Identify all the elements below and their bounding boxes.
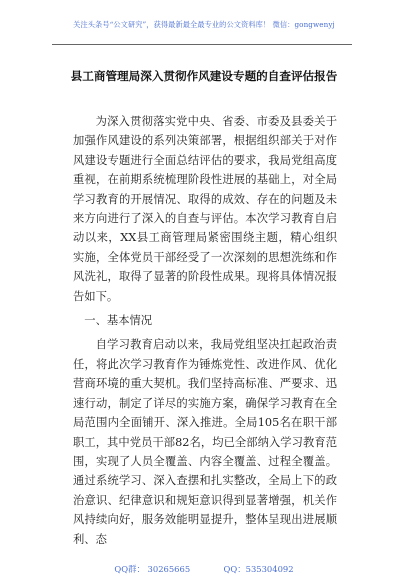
intro-paragraph: 为深入贯彻落实党中央、省委、市委及县委关于加强作风建设的系列决策部署，根据组织部关于对作风建设专题进行全面总结评估的要求，我局党组高度重视，在前期系统梳理阶段性进展的基础上，对全局学习教育的开展情况、取得的成效、存在的问题及未来方向进行了深入的自查与评估。本次学习教育自启动以来，XX县工商管理局紧密围绕主题，精心组织实施，全体党员干部经受了一次深刻的思想洗练和作风洗礼，取得了显著的阶段性成果。现将具体情况报告如下。 (73, 115, 337, 303)
header-divider (52, 44, 352, 45)
header-banner: 关注头条号“公文研究”，获得最新最全最专业的公文资料库！ 微信：gongwenyj (73, 20, 335, 29)
document-body (73, 112, 337, 549)
footer-qq: QQ：535304092 (223, 564, 294, 574)
footer-contact (0, 563, 408, 575)
footer-qq-group: QQ群： 30265665 (114, 564, 191, 574)
section-paragraph: 自学习教育启动以来，我局党组坚决扛起政治责任，将此次学习教育作为锤炼党性、改进作风、优化营商环境的重大契机。我们坚持高标准、严要求、迅速行动，制定了详尽的实施方案，确保学习教育在全局范围内全面铺开、深入推进。全局105名在职干部职工，其中党员干部82名，均已全部纳入学习教育范围，实现了人员全覆盖、内容全覆盖、过程全覆盖。通过系统学习、深入查摆和扎实整改，全局上下的政治意识、纪律意识和规矩意识得到显著增强，机关作风持续向好，服务效能明显提升，整体呈现出进展顺利、态 (73, 338, 337, 546)
document-title: 县工商管理局深入贯彻作风建设专题的自查评估报告 (70, 69, 338, 83)
section-heading: 一、基本情况 (84, 314, 153, 328)
